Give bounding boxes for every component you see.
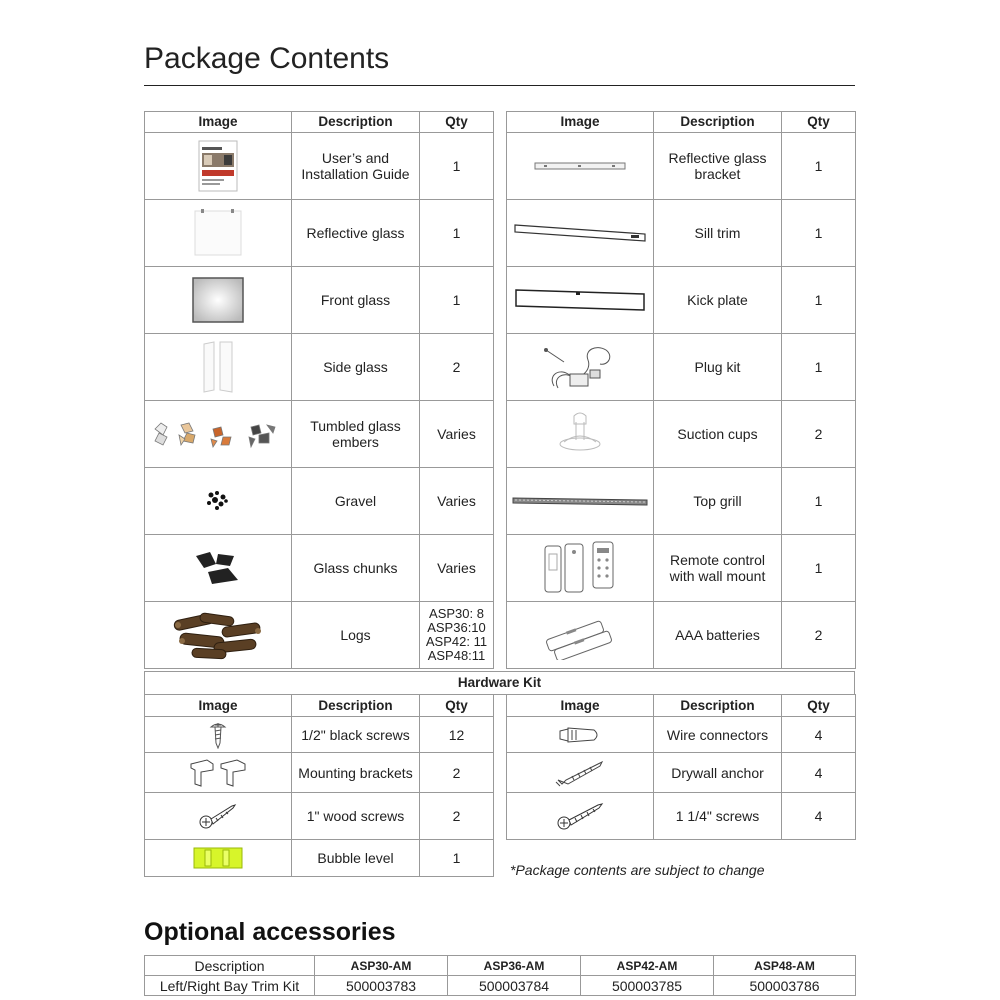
item-image-cell — [145, 200, 292, 267]
item-qty: 1 — [782, 468, 856, 535]
col-header-image: Image — [145, 112, 292, 133]
table-row — [145, 267, 494, 334]
table-row — [507, 334, 856, 401]
item-qty: 2 — [420, 334, 494, 401]
top-grill-icon — [507, 494, 653, 508]
table-row — [145, 602, 494, 669]
table-row — [507, 793, 856, 840]
table-row — [145, 133, 494, 200]
item-image-cell — [507, 602, 654, 669]
item-image-cell — [145, 717, 292, 753]
item-image-cell — [507, 535, 654, 602]
table-row — [145, 535, 494, 602]
table-row — [507, 753, 856, 793]
side-glass-icon — [145, 340, 291, 394]
optional-accessories-title: Optional accessories — [144, 918, 396, 946]
item-image-cell — [507, 267, 654, 334]
item-qty: 4 — [782, 793, 856, 840]
item-qty: 1 — [782, 133, 856, 200]
table-row — [507, 717, 856, 753]
item-image-cell — [145, 753, 292, 793]
table-row — [145, 468, 494, 535]
item-qty: 1 — [420, 200, 494, 267]
item-qty: ASP30: 8 ASP36:10 ASP42: 11 ASP48:11 — [420, 602, 494, 669]
item-description: 1/2" black screws — [292, 717, 420, 753]
acc-header-description: Description — [145, 956, 315, 976]
table-row — [145, 401, 494, 468]
table-row — [507, 401, 856, 468]
item-description: Gravel — [292, 468, 420, 535]
plug-kit-icon — [507, 340, 653, 394]
item-qty: 1 — [420, 267, 494, 334]
item-qty: 1 — [782, 334, 856, 401]
item-image-cell — [145, 793, 292, 840]
item-image-cell — [507, 334, 654, 401]
item-image-cell — [145, 840, 292, 877]
item-description: Front glass — [292, 267, 420, 334]
item-description: Mounting brackets — [292, 753, 420, 793]
table-row — [145, 840, 494, 877]
item-image-cell — [145, 133, 292, 200]
table-row — [507, 200, 856, 267]
hardware-table-left — [144, 694, 494, 877]
item-qty: 1 — [782, 535, 856, 602]
sill-trim-icon — [507, 222, 653, 244]
acc-description: Left/Right Bay Trim Kit — [145, 976, 315, 996]
item-image-cell — [507, 468, 654, 535]
remote-control-icon — [507, 540, 653, 596]
black-screw-icon — [145, 721, 291, 749]
page-title: Package Contents — [144, 42, 390, 75]
reflective-glass-icon — [145, 209, 291, 257]
item-description: Remote control with wall mount — [654, 535, 782, 602]
front-glass-icon — [145, 277, 291, 323]
item-qty: 2 — [782, 401, 856, 468]
glass-chunks-icon — [145, 550, 291, 586]
item-qty: 4 — [782, 717, 856, 753]
col-header-description: Description — [292, 695, 420, 717]
item-description: Logs — [292, 602, 420, 669]
col-header-qty: Qty — [420, 112, 494, 133]
acc-header-model: ASP36-AM — [448, 956, 581, 976]
contents-table-left — [144, 111, 494, 669]
acc-header-model: ASP30-AM — [315, 956, 448, 976]
item-qty: 2 — [782, 602, 856, 669]
item-qty: 1 — [782, 267, 856, 334]
item-qty: 4 — [782, 753, 856, 793]
acc-part-number: 500003786 — [714, 976, 856, 996]
batteries-icon — [507, 610, 653, 660]
title-divider — [144, 85, 855, 86]
bubble-level-icon — [145, 847, 291, 869]
table-row — [145, 717, 494, 753]
item-qty: Varies — [420, 401, 494, 468]
wire-connector-icon — [507, 724, 653, 746]
table-row — [145, 793, 494, 840]
hardware-table-right — [506, 694, 856, 840]
item-image-cell — [507, 793, 654, 840]
table-row — [507, 133, 856, 200]
logs-icon — [145, 607, 291, 663]
item-qty: 1 — [420, 133, 494, 200]
item-description: Bubble level — [292, 840, 420, 877]
item-description: Plug kit — [654, 334, 782, 401]
col-header-image: Image — [145, 695, 292, 717]
item-description: Tumbled glass embers — [292, 401, 420, 468]
col-header-description: Description — [654, 695, 782, 717]
hardware-kit-banner — [144, 671, 855, 695]
item-image-cell — [145, 401, 292, 468]
item-image-cell — [145, 468, 292, 535]
kick-plate-icon — [507, 288, 653, 312]
item-description: Drywall anchor — [654, 753, 782, 793]
manual-icon — [145, 140, 291, 192]
acc-part-number: 500003784 — [448, 976, 581, 996]
col-header-qty: Qty — [782, 695, 856, 717]
suction-cup-icon — [507, 410, 653, 458]
screw-icon — [507, 801, 653, 831]
item-image-cell — [507, 401, 654, 468]
item-description: 1" wood screws — [292, 793, 420, 840]
item-qty: 2 — [420, 793, 494, 840]
item-image-cell — [145, 535, 292, 602]
item-description: Sill trim — [654, 200, 782, 267]
item-description: Suction cups — [654, 401, 782, 468]
glass-embers-icon — [145, 419, 291, 449]
contents-note: *Package contents are subject to change — [510, 862, 765, 878]
hardware-kit-title: Hardware Kit — [145, 672, 855, 695]
mounting-bracket-icon — [145, 758, 291, 788]
item-image-cell — [145, 267, 292, 334]
item-qty: 1 — [420, 840, 494, 877]
item-qty: 2 — [420, 753, 494, 793]
item-image-cell — [145, 334, 292, 401]
table-row — [145, 976, 856, 996]
item-description: Reflective glass — [292, 200, 420, 267]
table-row — [145, 200, 494, 267]
wood-screw-icon — [145, 802, 291, 830]
acc-part-number: 500003783 — [315, 976, 448, 996]
acc-part-number: 500003785 — [581, 976, 714, 996]
acc-header-model: ASP48-AM — [714, 956, 856, 976]
item-qty: Varies — [420, 468, 494, 535]
col-header-qty: Qty — [782, 112, 856, 133]
item-image-cell — [507, 133, 654, 200]
item-description: Kick plate — [654, 267, 782, 334]
accessories-table — [144, 955, 856, 996]
contents-table-right — [506, 111, 856, 669]
item-qty: 12 — [420, 717, 494, 753]
item-description: 1 1/4" screws — [654, 793, 782, 840]
item-qty: Varies — [420, 535, 494, 602]
col-header-description: Description — [292, 112, 420, 133]
drywall-anchor-icon — [507, 758, 653, 788]
col-header-image: Image — [507, 112, 654, 133]
item-description: Reflective glass bracket — [654, 133, 782, 200]
table-row — [507, 602, 856, 669]
table-row — [145, 334, 494, 401]
item-image-cell — [507, 200, 654, 267]
table-row — [507, 267, 856, 334]
item-description: Glass chunks — [292, 535, 420, 602]
item-image-cell — [145, 602, 292, 669]
gravel-icon — [145, 489, 291, 513]
table-row — [507, 535, 856, 602]
item-description: Wire connectors — [654, 717, 782, 753]
item-description: AAA batteries — [654, 602, 782, 669]
table-row — [507, 468, 856, 535]
item-qty: 1 — [782, 200, 856, 267]
item-image-cell — [507, 717, 654, 753]
item-image-cell — [507, 753, 654, 793]
item-description: User’s and Installation Guide — [292, 133, 420, 200]
acc-header-model: ASP42-AM — [581, 956, 714, 976]
col-header-image: Image — [507, 695, 654, 717]
glass-bracket-icon — [507, 160, 653, 172]
col-header-description: Description — [654, 112, 782, 133]
col-header-qty: Qty — [420, 695, 494, 717]
item-description: Top grill — [654, 468, 782, 535]
table-row — [145, 753, 494, 793]
item-description: Side glass — [292, 334, 420, 401]
